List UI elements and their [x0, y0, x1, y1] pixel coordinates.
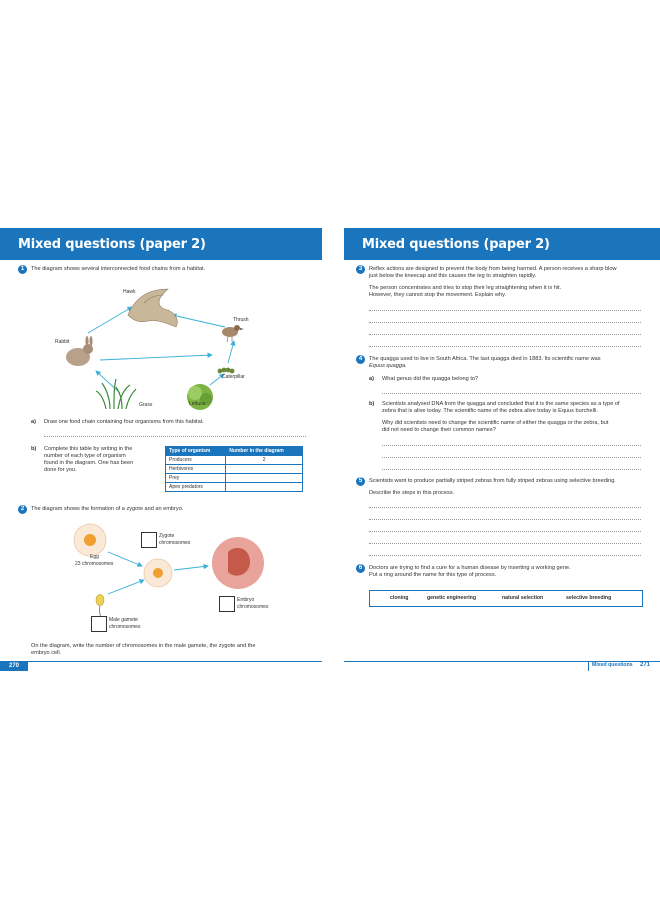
- q3-number: 3: [356, 265, 365, 274]
- zygote-chromosome-box[interactable]: [141, 532, 157, 548]
- male-gamete-label-2: chromosomes: [109, 624, 141, 630]
- lettuce-label: Lettuce: [189, 401, 206, 407]
- q3-answer-line-3[interactable]: [369, 334, 641, 335]
- right-page-number: 271: [640, 662, 651, 668]
- q4-line-2: Equus quagga.: [369, 363, 407, 369]
- q4b-line-1: Scientists analysed DNA from the quagga and concluded that it is the same species as a type of: [382, 401, 620, 407]
- table-header-number: Number in the diagram: [226, 447, 303, 456]
- egg-cell-icon: [74, 524, 106, 556]
- q2-number: 2: [18, 505, 27, 514]
- thrush-label: Thrush: [233, 317, 249, 323]
- q2-text: The diagram shows the formation of a zygote and an embryo.: [31, 506, 184, 512]
- left-footer-rule: [0, 661, 322, 662]
- option-genetic-engineering[interactable]: genetic engineering: [427, 595, 477, 601]
- q1b-line-2: number of each type of organism: [44, 453, 126, 459]
- q4b-answer-line-3[interactable]: [382, 469, 641, 470]
- hawk-label: Hawk: [123, 289, 136, 295]
- q5-text: Scientists want to produce partially striped zebras from fully striped zebras using selective breeding.: [369, 478, 616, 484]
- q1b-line-4: done for you.: [44, 467, 77, 473]
- zygote-cell-icon: [144, 559, 172, 587]
- male-gamete-chromosome-box[interactable]: [91, 616, 107, 632]
- right-page-title: Mixed questions (paper 2): [362, 237, 550, 252]
- grass-icon: [96, 379, 136, 409]
- q1-number: 1: [18, 265, 27, 274]
- q5-answer-line-4[interactable]: [369, 543, 641, 544]
- q1a-text: Draw one food chain containing four organisms from this habitat.: [44, 419, 204, 425]
- q4-number: 4: [356, 355, 365, 364]
- q5-answer-line-2[interactable]: [369, 519, 641, 520]
- table-cell-number[interactable]: [226, 474, 303, 483]
- zygote-label-2: chromosomes: [159, 540, 191, 546]
- q4b-answer-line-1[interactable]: [382, 445, 641, 446]
- embryo-chromosome-box[interactable]: [219, 596, 235, 612]
- q1a-answer-line[interactable]: [44, 436, 306, 437]
- q1b-line-1: Complete this table by writing in the: [44, 446, 133, 452]
- organism-table: [165, 446, 303, 492]
- q1b-line-3: found in the diagram. One has been: [44, 460, 134, 466]
- left-page-title: Mixed questions (paper 2): [18, 237, 206, 252]
- table-cell-type: Apex predators: [166, 483, 226, 492]
- q5-number: 5: [356, 477, 365, 486]
- table-row: [166, 456, 303, 465]
- zygote-label-1: Zygote: [159, 533, 175, 539]
- male-gamete-label-1: Male gamete: [109, 617, 138, 623]
- grass-label: Grass: [139, 402, 153, 408]
- table-row: [166, 465, 303, 474]
- option-selective-breeding[interactable]: selective breeding: [566, 595, 612, 601]
- food-web-diagram: [40, 275, 280, 415]
- thrush-icon: [222, 325, 244, 342]
- embryo-icon: [212, 537, 264, 589]
- table-cell-type: Herbivores: [166, 465, 226, 474]
- table-row: [166, 483, 303, 492]
- q4b-label: b): [369, 401, 375, 407]
- egg-label-1: Egg: [90, 554, 99, 560]
- egg-label-2: 23 chromosomes: [75, 561, 114, 567]
- table-cell-number: 2: [226, 456, 303, 465]
- q3-answer-line-2[interactable]: [369, 322, 641, 323]
- table-cell-number[interactable]: [226, 465, 303, 474]
- table-header-type: Type of organism: [166, 447, 226, 456]
- embryo-label-2: chromosomes: [237, 604, 269, 610]
- q4b-line-4: did not need to change their common names?: [382, 427, 496, 433]
- table-row: [166, 474, 303, 483]
- q6-line-2: Put a ring around the name for this type of process.: [369, 572, 497, 578]
- caterpillar-icon: [218, 368, 235, 374]
- q3-line-1: Reflex actions are designed to prevent the body from being harmed. A person receives a sharp blow: [369, 266, 617, 272]
- option-natural-selection[interactable]: natural selection: [502, 595, 544, 601]
- q4-line-1: The quagga used to live in South Africa. The last quagga died in 1883. Its scientific name was: [369, 356, 601, 362]
- embryo-label-1: Embryo: [237, 597, 255, 603]
- q5-answer-line-3[interactable]: [369, 531, 641, 532]
- q5-answer-line-1[interactable]: [369, 507, 641, 508]
- q3-answer-line-1[interactable]: [369, 310, 641, 311]
- q4b-line-3: Why did scientists need to change the scientific name of either the quagga or the zebra, but: [382, 420, 609, 426]
- q4b-line-2: zebra that is alive today. The scientific name of the zebra alive today is Equus burchelli.: [382, 408, 598, 414]
- right-footer-label: Mixed questions: [592, 662, 633, 668]
- q4a-answer-line[interactable]: [382, 393, 641, 394]
- q5-answer-line-5[interactable]: [369, 555, 641, 556]
- table-cell-type: Producers: [166, 456, 226, 465]
- q2-bottom-line-2: embryo cell.: [31, 650, 62, 656]
- q1b-label: b): [31, 446, 37, 452]
- q3-answer-line-4[interactable]: [369, 346, 641, 347]
- caterpillar-label: Caterpillar: [222, 374, 245, 380]
- rabbit-icon: [66, 336, 93, 366]
- q2-bottom-line-1: On the diagram, write the number of chromosomes in the male gamete, the zygote and the: [31, 643, 256, 649]
- q4a-text: What genus did the quagga belong to?: [382, 376, 479, 382]
- q4b-answer-line-2[interactable]: [382, 457, 641, 458]
- q3-line-2: just below the kneecap and this causes the leg to straighten rapidly.: [369, 273, 537, 279]
- left-page-number: 270: [0, 661, 28, 671]
- q1-text: The diagram shows several interconnected food chains from a habitat.: [31, 266, 206, 272]
- option-cloning[interactable]: cloning: [390, 595, 409, 601]
- table-cell-number[interactable]: [226, 483, 303, 492]
- q1a-label: a): [31, 419, 36, 425]
- q6-number: 6: [356, 564, 365, 573]
- q3-line-4: However, they cannot stop the movement. Explain why.: [369, 292, 507, 298]
- q6-line-1: Doctors are trying to find a cure for a human disease by inserting a working gene.: [369, 565, 571, 571]
- q3-line-3: The person concentrates and tries to stop their leg straightening when it is hit.: [369, 285, 562, 291]
- q4a-label: a): [369, 376, 374, 382]
- q5-text-2: Describe the steps in this process.: [369, 490, 455, 496]
- table-cell-type: Prey: [166, 474, 226, 483]
- rabbit-label: Rabbit: [55, 339, 70, 345]
